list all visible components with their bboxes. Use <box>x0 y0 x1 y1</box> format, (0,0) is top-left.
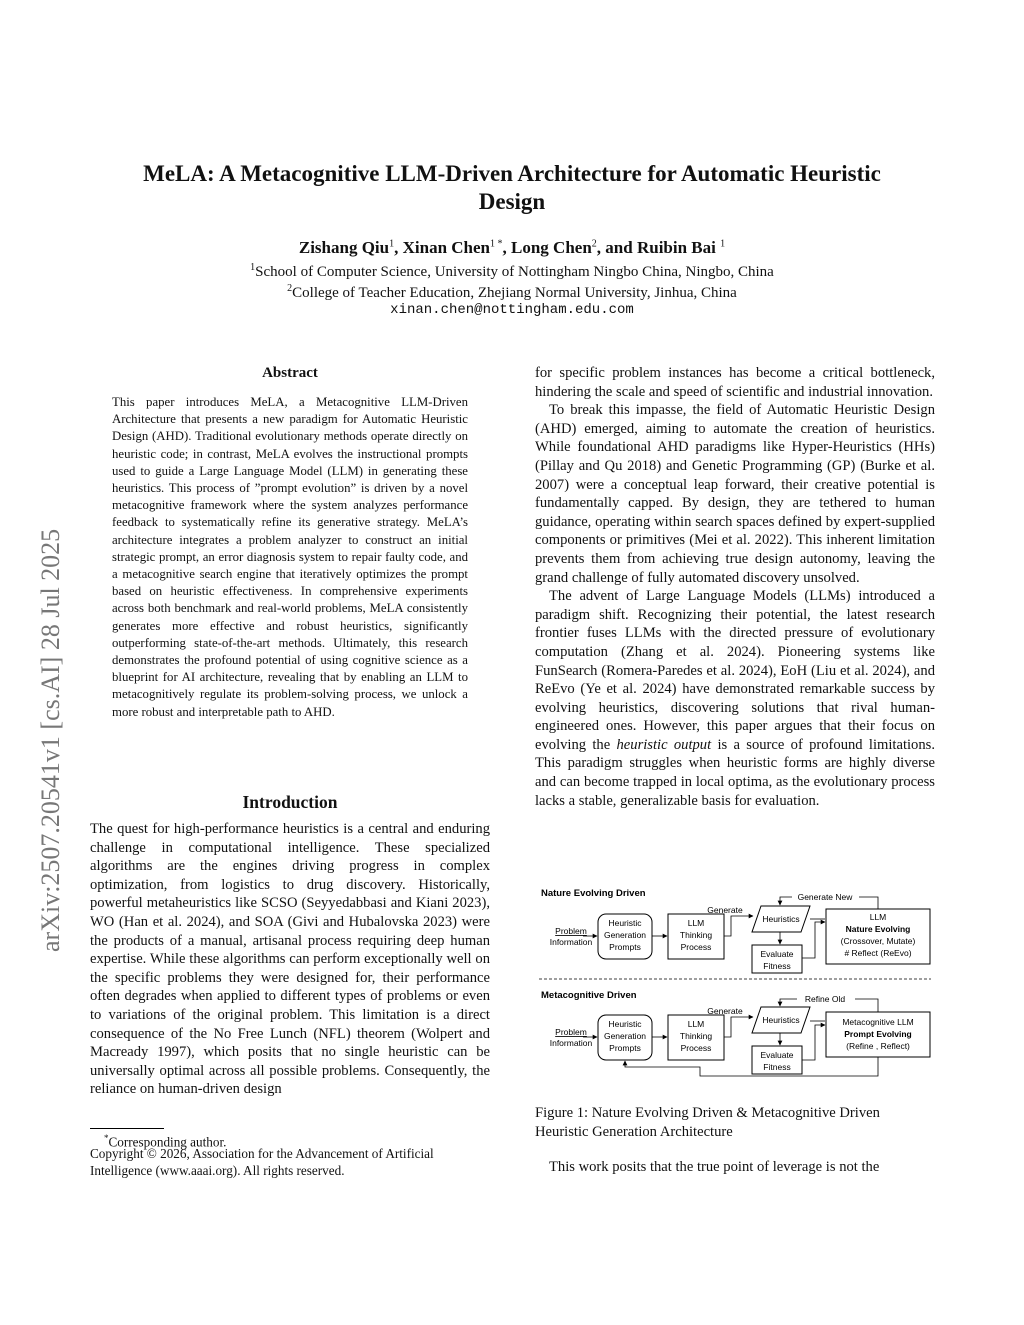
figure-caption: Figure 1: Nature Evolving Driven & Metacognitive Driven Heuristic Generation Architecture <box>535 1105 880 1140</box>
intro-paragraph-4: This work posits that the true point of leverage is not the <box>549 1159 880 1175</box>
paragraph-text: The advent of Large Language Models (LLMs) introduced a paradigm shift. Recognizing their potential, the latest research frontier fuses LLMs with the directed pressure of evolutionary computation (Zhang et al. 2024). Pioneering systems like FunSearch (Romera-Paredes et al. 2024), EoH (Liu et al. 2024), and ReEvo (Ye et al. 2024) have demonstrated remarkable success by evolving heuristics, discovering solutions that rival human-engineered ones. However, this paper argues that their focus on evolving the <box>535 588 935 753</box>
nature-evolving-label: Nature Evolving Driven <box>541 888 646 899</box>
left-column-body <box>90 820 490 1099</box>
footnote-marker: * <box>104 1133 109 1143</box>
author-name: Zishang Qiu <box>298 238 390 257</box>
evaluate-label: Fitness <box>763 961 791 971</box>
author-list: Zishang Qiu$^1$, Xinan Chen$^{1 *}$, Long Chen$^2$, and Ruibin Bai $^1$ <box>298 238 726 257</box>
problem-info-label: Problem <box>555 1027 587 1037</box>
evaluate-label: Evaluate <box>760 1050 794 1060</box>
author-name: Xinan Chen <box>402 238 491 257</box>
emphasis-text: heuristic output <box>616 736 712 753</box>
evolver-label: (Crossover, Mutate) <box>840 936 916 946</box>
problem-info-label: Problem <box>555 926 587 936</box>
feedback-label: Generate New <box>797 892 853 902</box>
problem-info-label: Information <box>549 937 593 947</box>
affiliation-marker: 2 <box>287 283 293 294</box>
prompts-box-label: Heuristic <box>608 1019 642 1029</box>
arxiv-sidebar <box>6 382 66 952</box>
intro-paragraph-3 <box>535 587 935 810</box>
affiliation-2 <box>110 283 914 302</box>
contact-email: xinan.chen@nottingham.edu.com <box>390 302 634 318</box>
paragraph-text: is a source of profound limitations. This paradigm struggles when heuristic forms are highly diverse and can become trapped in local optima, as the evolutionary process lacks a stable, generalizable basis for evaluation. <box>535 736 935 809</box>
footnote-text: Corresponding author. <box>108 1134 227 1150</box>
llm-thinking-label: Process <box>680 942 712 952</box>
heuristics-label: Heuristics <box>762 914 800 924</box>
flow-arrow <box>780 999 797 1006</box>
heuristics-label: Heuristics <box>762 1015 800 1025</box>
abstract-text: This paper introduces MeLA, a Metacognitive LLM-Driven Architecture that presents a new paradigm for Automatic Heuristic Design (AHD). Traditional evolutionary methods operate directly on heuristic code; in contrast, MeLA evolves the instructional prompts used to guide a Large Language Model (LLM) in generating these heuristics. This process of ”prompt evolution” is driven by a novel metacognitive framework where the system analyzes performance feedback to systematically refine its generative strategy. MeLA’s architecture integrates a problem analyzer to construct an initial strategic prompt, an error diagnosis system to repair faulty code, and a metacognitive search engine that iteratively optimizes the prompt based on heuristic effectiveness. In comprehensive experiments across both benchmark and real-world problems, MeLA consistently generates more effective and robust heuristics, significantly outperforming state-of-the-art methods. Ultimately, this research demonstrates the profound potential of using cognitive science as a blueprint for AI architecture, revealing that by enabling an LLM to metacognitively regulate its problem-solving process, we unlock a more robust and interpretable path to AHD. <box>112 395 468 719</box>
generate-label: Generate <box>707 1006 743 1016</box>
flow-arrow <box>802 1025 825 1060</box>
author-superscript: 1 <box>389 238 395 250</box>
author-name: and Ruibin Bai <box>605 238 716 257</box>
right-column-body <box>535 364 935 810</box>
evolver-label: Nature Evolving <box>845 924 911 934</box>
evolver-label: (Refine , Reflect) <box>846 1041 910 1051</box>
author-superscript: 1 <box>720 238 726 250</box>
evolver-label: Metacognitive LLM <box>842 1017 914 1027</box>
intro-continuation: for specific problem instances has become a critical bottleneck, hindering the scale and speed of scientific and industrial innovation. <box>535 365 935 400</box>
evolver-label: Prompt Evolving <box>844 1029 912 1039</box>
affiliation-marker: 1 <box>250 262 256 273</box>
prompts-box-label: Generation <box>603 930 647 940</box>
abstract-heading: Abstract <box>262 365 318 381</box>
affiliation-1 <box>110 262 914 281</box>
author-superscript: 1 * <box>490 238 503 250</box>
flow-arrow <box>724 1017 753 1037</box>
paper-title <box>110 160 914 216</box>
llm-thinking-label: LLM <box>687 918 705 928</box>
evolver-label: LLM <box>869 912 887 922</box>
arxiv-identifier: arXiv:2507.20541v1 [cs.AI] 28 Jul 2025 <box>36 528 65 952</box>
introduction-heading: Introduction <box>242 792 338 812</box>
prompts-box-label: Generation <box>603 1031 647 1041</box>
affiliation-text: School of Computer Science, University of Nottingham Ningbo China, Ningbo, China <box>255 264 774 280</box>
evaluate-label: Evaluate <box>760 949 794 959</box>
evaluate-label: Fitness <box>763 1062 791 1072</box>
llm-thinking-label: Thinking <box>679 1031 713 1041</box>
title-line-1: MeLA: A Metacognitive LLM-Driven Architecture for Automatic Heuristic <box>143 161 881 186</box>
author-name: Long Chen <box>511 238 592 257</box>
intro-paragraph-1: The quest for high-performance heuristics is a central and enduring challenge in computational intelligence. These specialized algorithms are the engines driving progress in complex optimization, from logistics to drug discovery. Historically, powerful metaheuristics like SCSO (Seyyedabbasi and Kiani 2023), WO (Han et al. 2024), and SOA (Givi and Hubalovska 2023) were the products of a manual, artisanal process requiring deep human expertise. While these algorithms can perform exceptionally well on the specific problems they were designed for, their performance often degrades when applied to different types of problems or even to variations of the original problem. This limitation is a direct consequence of the No Free Lunch (NFL) theorem (Wolpert and Macready 1997), which posits that no single heuristic can be universally optimal across all possible problems. Consequently, the reliance on human-driven design <box>90 821 490 1098</box>
llm-thinking-label: LLM <box>687 1019 705 1029</box>
title-line-2: Design <box>478 189 546 214</box>
prompts-box-label: Prompts <box>609 942 641 952</box>
flow-arrow <box>802 922 825 958</box>
evolver-label: # Reflect (ReEvo) <box>844 948 912 958</box>
copyright-notice: Copyright © 2026, Association for the Advancement of Artificial Intelligence (www.aaai.org). All rights reserved. <box>90 1146 434 1178</box>
metacognitive-label: Metacognitive Driven <box>541 990 637 1001</box>
flow-arrow <box>724 916 753 936</box>
footnote-rule <box>90 1128 164 1129</box>
llm-thinking-label: Thinking <box>679 930 713 940</box>
llm-thinking-label: Process <box>680 1043 712 1053</box>
figure-1 <box>535 882 935 1092</box>
feedback-label: Refine Old <box>804 994 846 1004</box>
prompts-box-label: Prompts <box>609 1043 641 1053</box>
flow-arrow <box>855 999 878 1012</box>
generate-label: Generate <box>707 905 743 915</box>
author-superscript: 2 <box>591 238 597 250</box>
prompts-box-label: Heuristic <box>608 918 642 928</box>
architecture-diagram <box>535 882 935 1092</box>
intro-paragraph-2: To break this impasse, the field of Automatic Heuristic Design (AHD) emerged, aiming to automate the creation of heuristics. While foundational AHD paradigms like Hyper-Heuristics (HHs) (Pillay and Qu 2018) and Genetic Programming (GP) (Burke et al. 2007) were a conceptual leap forward, their creative potential is fundamentally capped. By design, they are tethered to human guidance, operating within search spaces defined by expert-supplied components or primitives (Mei et al. 2022). This inherent limitation prevents them from achieving true design autonomy, leaving the grand challenge of fully automated discovery unsolved. <box>535 402 935 586</box>
problem-info-label: Information <box>549 1038 593 1048</box>
affiliation-text: College of Teacher Education, Zhejiang Normal University, Jinhua, China <box>292 285 737 301</box>
flow-arrow <box>780 897 792 905</box>
flow-arrow <box>859 897 878 909</box>
